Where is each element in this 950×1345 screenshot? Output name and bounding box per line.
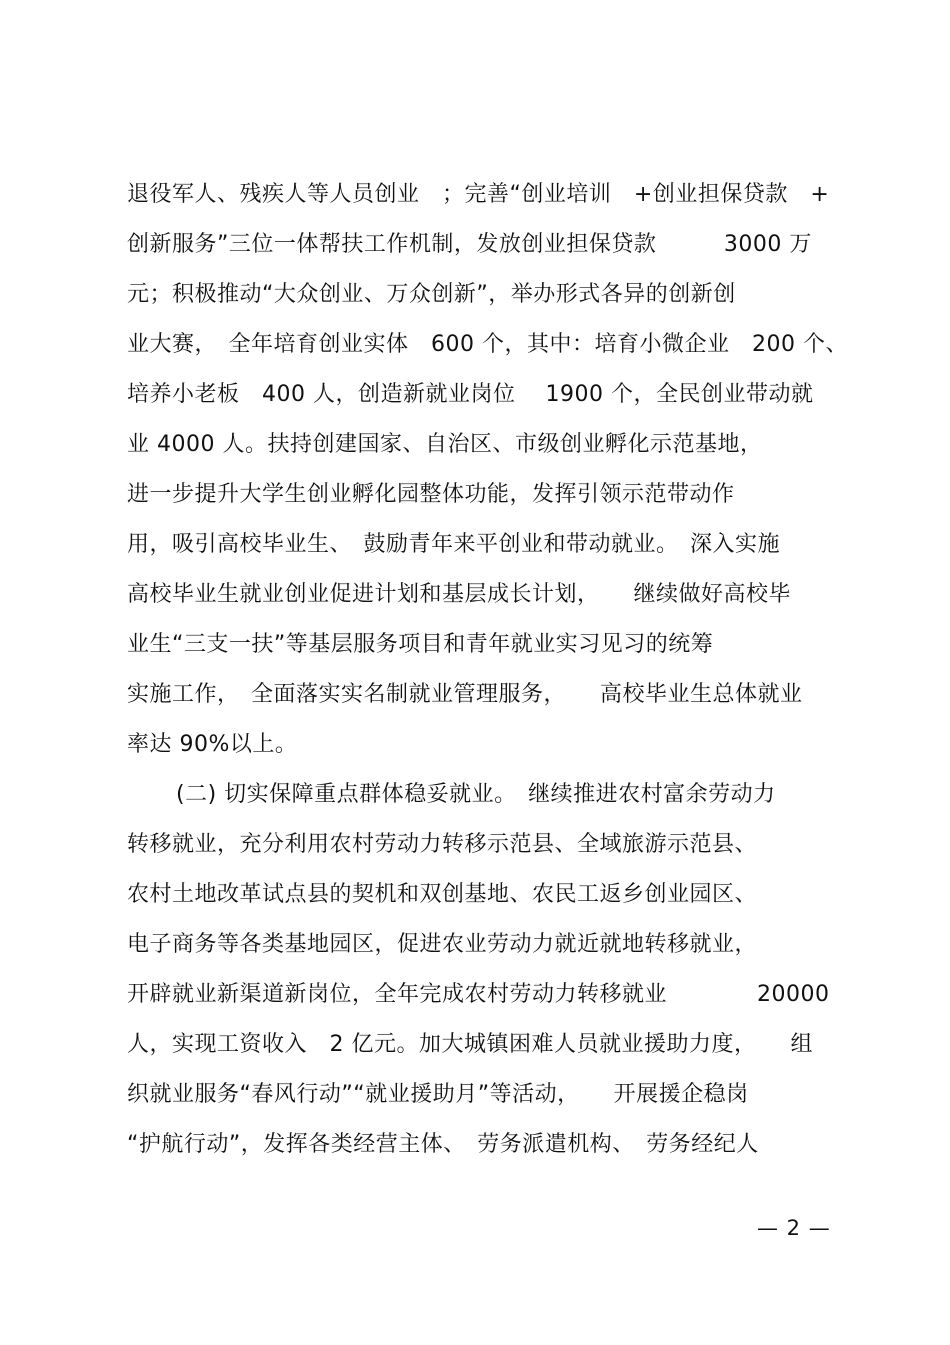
text-line-15: 农村土地改革试点县的契机和双创基地、农民工返乡创业园区、: [127, 882, 758, 907]
text-line-12: 率达 90%以上。: [127, 732, 298, 757]
text-line-10: 业生“三支一扶”等基层服务项目和青年就业实习见习的统筹: [127, 632, 714, 657]
page-number: — 2 —: [757, 1216, 831, 1240]
text-line-19: 织就业服务“春风行动”“就业援助月”等活动， 开展援企稳岗: [127, 1082, 749, 1107]
text-line-11: 实施工作， 全面落实实名制就业管理服务， 高校毕业生总体就业: [127, 682, 803, 707]
text-line-6: 业 4000 人。扶持创建国家、自治区、市级创业孵化示范基地，: [127, 432, 763, 457]
section-heading-line: (二) 切实保障重点群体稳妥就业。 继续推进农村富余劳动力: [176, 782, 776, 807]
text-line-4: 业大赛， 全年培育创业实体 600 个，其中：培育小微企业 200 个、: [127, 332, 848, 357]
text-line-17: 开辟就业新渠道新岗位，全年完成农村劳动力转移就业 20000: [127, 982, 830, 1007]
text-line-7: 进一步提升大学生创业孵化园整体功能，发挥引领示范带动作: [127, 482, 735, 507]
text-line-8: 用，吸引高校毕业生、 鼓励青年来平创业和带动就业。 深入实施: [127, 532, 781, 557]
text-line-20: “护航行动”，发挥各类经营主体、 劳务派遣机构、 劳务经纪人: [127, 1132, 759, 1157]
text-line-3: 元；积极推动“大众创业、万众创新”，举办形式各异的创新创: [127, 282, 736, 307]
text-line-2: 创新服务”三位一体帮扶工作机制，发放创业担保贷款 3000 万: [127, 232, 812, 257]
text-line-18: 人，实现工资收入 2 亿元。加大城镇困难人员就业援助力度， 组: [127, 1032, 813, 1057]
text-line-9: 高校毕业生就业创业促进计划和基层成长计划， 继续做好高校毕: [127, 582, 792, 607]
text-line-1: 退役军人、残疾人等人员创业 ；完善“创业培训 +创业担保贷款 +: [127, 182, 830, 207]
text-line-14: 转移就业，充分利用农村劳动力转移示范县、全域旅游示范县、: [127, 832, 758, 857]
text-line-16: 电子商务等各类基地园区，促进农业劳动力就近就地转移就业，: [127, 932, 758, 957]
text-line-5: 培养小老板 400 人，创造新就业岗位 1900 个，全民创业带动就: [127, 382, 814, 407]
